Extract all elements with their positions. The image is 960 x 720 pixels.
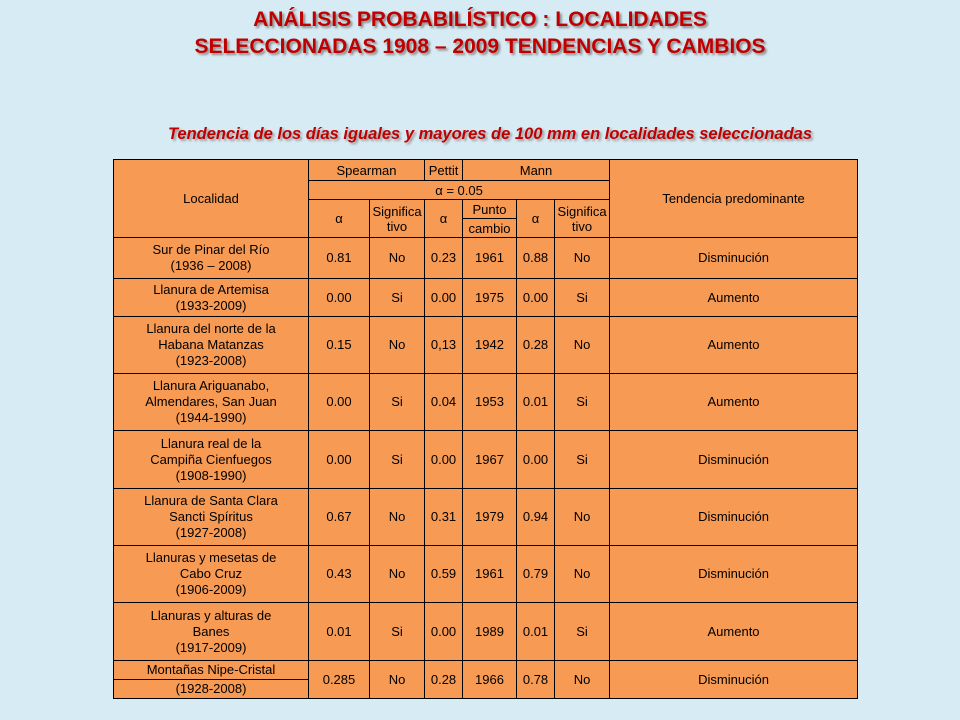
cell-punto-cambio: 1953: [463, 374, 517, 431]
cell-localidad-period: (1928-2008): [114, 680, 309, 699]
cell-punto-cambio: 1975: [463, 279, 517, 317]
cell-localidad: Llanuras y mesetas de Cabo Cruz (1906-2009): [114, 546, 309, 603]
cell-alpha-mann: 0.01: [517, 603, 555, 661]
cell-punto-cambio: 1961: [463, 546, 517, 603]
cell-sig-spearman: Si: [370, 603, 425, 661]
page-title: [0, 6, 960, 60]
cell-localidad: Llanura real de la Campiña Cienfuegos (1908-1990): [114, 431, 309, 489]
cell-punto-cambio: 1967: [463, 431, 517, 489]
header-cambio: cambio: [463, 219, 517, 238]
cell-punto-cambio: 1961: [463, 238, 517, 279]
header-punto: Punto: [463, 200, 517, 219]
cell-alpha-pettit: 0.04: [425, 374, 463, 431]
table-caption: Tendencia de los días iguales y mayores de 100 mm en localidades seleccionadas: [167, 125, 813, 143]
cell-alpha-pettit: 0.00: [425, 279, 463, 317]
cell-tendencia: Aumento: [610, 374, 858, 431]
cell-alpha-mann: 0.88: [517, 238, 555, 279]
cell-sig-spearman: Si: [370, 431, 425, 489]
header-significativo-spearman: Significa tivo: [370, 200, 425, 238]
cell-sig-mann: Si: [555, 374, 610, 431]
cell-tendencia: Disminución: [610, 238, 858, 279]
cell-sig-spearman: Si: [370, 279, 425, 317]
cell-localidad: Llanura de Artemisa (1933-2009): [114, 279, 309, 317]
header-alpha-pettit: α: [425, 200, 463, 238]
cell-sig-mann: Si: [555, 279, 610, 317]
cell-punto-cambio: 1966: [463, 661, 517, 699]
cell-sig-mann: No: [555, 489, 610, 546]
table-row: [114, 661, 858, 680]
cell-alpha-spearman: 0.81: [309, 238, 370, 279]
cell-tendencia: Aumento: [610, 279, 858, 317]
cell-sig-mann: No: [555, 661, 610, 699]
cell-tendencia: Disminución: [610, 546, 858, 603]
cell-alpha-spearman: 0.00: [309, 279, 370, 317]
cell-localidad: Sur de Pinar del Río (1936 – 2008): [114, 238, 309, 279]
cell-localidad: Llanuras y alturas de Banes (1917-2009): [114, 603, 309, 661]
cell-alpha-pettit: 0.31: [425, 489, 463, 546]
cell-alpha-pettit: 0.59: [425, 546, 463, 603]
cell-alpha-mann: 0.01: [517, 374, 555, 431]
header-mann: Mann: [463, 160, 610, 181]
cell-alpha-spearman: 0.67: [309, 489, 370, 546]
cell-sig-mann: Si: [555, 603, 610, 661]
cell-sig-mann: Si: [555, 431, 610, 489]
cell-tendencia: Disminución: [610, 661, 858, 699]
cell-alpha-pettit: 0.00: [425, 431, 463, 489]
cell-alpha-spearman: 0.15: [309, 317, 370, 374]
cell-sig-spearman: No: [370, 238, 425, 279]
cell-tendencia: Aumento: [610, 603, 858, 661]
cell-alpha-spearman: 0.285: [309, 661, 370, 699]
cell-sig-spearman: No: [370, 489, 425, 546]
table-row: [114, 238, 858, 279]
header-alpha-spearman: α: [309, 200, 370, 238]
header-alpha-level: α = 0.05: [309, 181, 610, 200]
table-row: [114, 431, 858, 489]
table-row: [114, 546, 858, 603]
cell-sig-mann: No: [555, 546, 610, 603]
table-row: [114, 374, 858, 431]
cell-alpha-mann: 0.94: [517, 489, 555, 546]
trend-table: [113, 159, 858, 699]
title-line-1: ANÁLISIS PROBABILÍSTICO : LOCALIDADES: [253, 8, 707, 31]
cell-alpha-mann: 0.00: [517, 431, 555, 489]
cell-alpha-mann: 0.28: [517, 317, 555, 374]
cell-localidad-name: Montañas Nipe-Cristal: [114, 661, 309, 680]
table-row: [114, 603, 858, 661]
cell-localidad: Llanura de Santa Clara Sancti Spíritus (1927-2008): [114, 489, 309, 546]
cell-sig-spearman: Si: [370, 374, 425, 431]
cell-sig-mann: No: [555, 317, 610, 374]
cell-alpha-mann: 0.78: [517, 661, 555, 699]
cell-tendencia: Aumento: [610, 317, 858, 374]
header-localidad: Localidad: [114, 160, 309, 238]
header-alpha-mann: α: [517, 200, 555, 238]
cell-sig-mann: No: [555, 238, 610, 279]
cell-punto-cambio: 1979: [463, 489, 517, 546]
header-spearman: Spearman: [309, 160, 425, 181]
cell-alpha-mann: 0.00: [517, 279, 555, 317]
cell-alpha-spearman: 0.00: [309, 431, 370, 489]
title-line-2: SELECCIONADAS 1908 – 2009 TENDENCIAS Y CAMBIOS: [194, 35, 766, 58]
cell-tendencia: Disminución: [610, 431, 858, 489]
cell-alpha-pettit: 0.23: [425, 238, 463, 279]
cell-localidad: Llanura del norte de la Habana Matanzas (1923-2008): [114, 317, 309, 374]
cell-alpha-spearman: 0.01: [309, 603, 370, 661]
cell-punto-cambio: 1942: [463, 317, 517, 374]
cell-localidad: Llanura Ariguanabo, Almendares, San Juan (1944-1990): [114, 374, 309, 431]
cell-alpha-pettit: 0,13: [425, 317, 463, 374]
cell-punto-cambio: 1989: [463, 603, 517, 661]
cell-alpha-spearman: 0.43: [309, 546, 370, 603]
cell-alpha-spearman: 0.00: [309, 374, 370, 431]
cell-alpha-pettit: 0.28: [425, 661, 463, 699]
cell-alpha-mann: 0.79: [517, 546, 555, 603]
cell-alpha-pettit: 0.00: [425, 603, 463, 661]
table-row: [114, 279, 858, 317]
header-significativo-mann: Significa tivo: [555, 200, 610, 238]
cell-sig-spearman: No: [370, 317, 425, 374]
table-row: [114, 489, 858, 546]
table-row: [114, 317, 858, 374]
cell-sig-spearman: No: [370, 546, 425, 603]
header-pettit: Pettit: [425, 160, 463, 181]
cell-tendencia: Disminución: [610, 489, 858, 546]
cell-sig-spearman: No: [370, 661, 425, 699]
header-tendencia: Tendencia predominante: [610, 160, 858, 238]
